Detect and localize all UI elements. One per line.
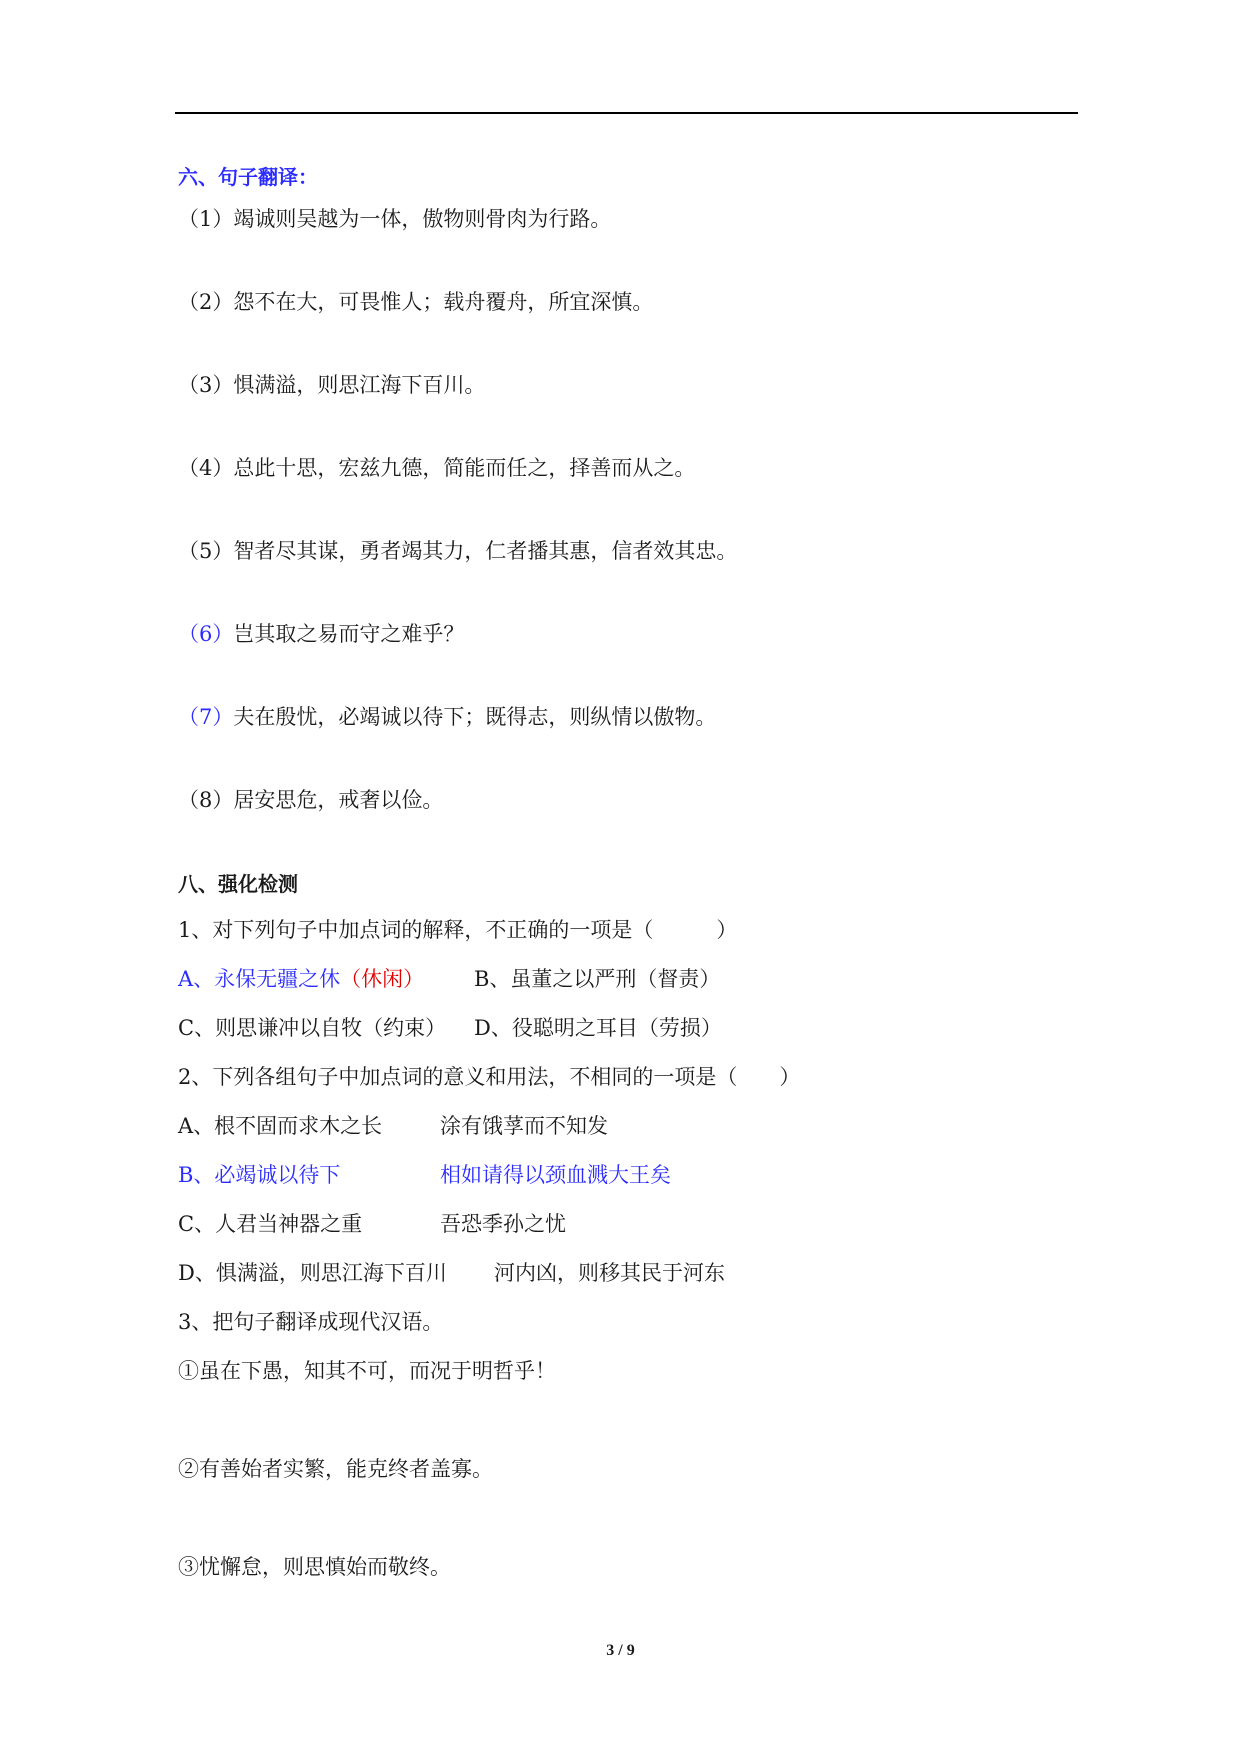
option-a-second: 涂有饿莩而不知发 [440,1114,608,1138]
question-2-option-b [178,1161,671,1189]
translation-item-2 [178,288,653,316]
page-number: 3 / 9 [606,1642,635,1659]
translation-item-3 [178,371,485,399]
section-6-title: 六、句子翻译： [178,165,318,189]
item-number: （8） [178,788,234,812]
item-text: 怨不在大，可畏惟人；载舟覆舟，所宜深慎。 [233,290,654,314]
question-2-stem: 2、下列各组句子中加点词的意义和用法，不相同的一项是（ ） [178,1065,801,1089]
question-3-item-1: ①虽在下愚，知其不可，而况于明哲乎！ [178,1359,556,1383]
translation-item-1 [178,205,611,233]
item-number: （7） [178,705,234,729]
item-number: （1） [178,207,234,231]
header-rule [175,112,1078,114]
option-c-first: C、人君当神器之重 [178,1212,363,1236]
option-a-text: A、永保无疆之休 [178,967,341,991]
option-c: C、则思谦冲以自牧（约束） [178,1016,447,1040]
item-text: 惧满溢，则思江海下百川。 [233,373,486,397]
option-d: D、役聪明之耳目（劳损） [474,1016,722,1040]
question-3-item-2: ②有善始者实繁，能克终者盖寡。 [178,1457,493,1481]
question-2-option-c [178,1210,566,1238]
item-number: （3） [178,373,234,397]
option-c-second: 吾恐季孙之忧 [440,1212,566,1236]
section-8-title: 八、强化检测 [178,872,298,896]
question-1-stem: 1、对下列句子中加点词的解释，不正确的一项是（ ） [178,918,738,942]
item-number: （5） [178,539,234,563]
question-3-item-3: ③忧懈怠，则思慎始而敬终。 [178,1555,451,1579]
translation-item-5 [178,537,737,565]
question-3-stem: 3、把句子翻译成现代汉语。 [178,1310,444,1334]
question-1-options-cd [178,1014,722,1042]
question-2-option-a [178,1112,608,1140]
item-text: 夫在殷忧，必竭诚以待下；既得志，则纵情以傲物。 [233,705,717,729]
option-b-second: 相如请得以颈血溅大王矣 [440,1163,671,1187]
option-b: B、虽董之以严刑（督责） [474,967,721,991]
translation-item-6 [178,620,464,648]
translation-item-8 [178,786,443,814]
item-text: 智者尽其谋，勇者竭其力，仁者播其惠，信者效其忠。 [233,539,738,563]
option-d-second: 河内凶，则移其民于河东 [494,1261,725,1285]
option-b-first: B、必竭诚以待下 [178,1163,341,1187]
translation-item-4 [178,454,695,482]
item-text: 居安思危，戒奢以俭。 [233,788,444,812]
option-a-first: A、根不固而求木之长 [178,1114,383,1138]
translation-item-7 [178,703,716,731]
option-a-gloss: （休闲） [340,967,425,991]
item-number: （2） [178,290,234,314]
item-text: 竭诚则吴越为一体，傲物则骨肉为行路。 [233,207,612,231]
question-1-options-ab [178,965,721,993]
option-d-first: D、惧满溢，则思江海下百川 [178,1261,447,1285]
item-number: （6） [178,622,234,646]
item-text: 总此十思，宏兹九德，简能而任之，择善而从之。 [233,456,696,480]
item-text: 岂其取之易而守之难乎？ [233,622,465,646]
question-2-option-d [178,1259,725,1287]
item-number: （4） [178,456,234,480]
